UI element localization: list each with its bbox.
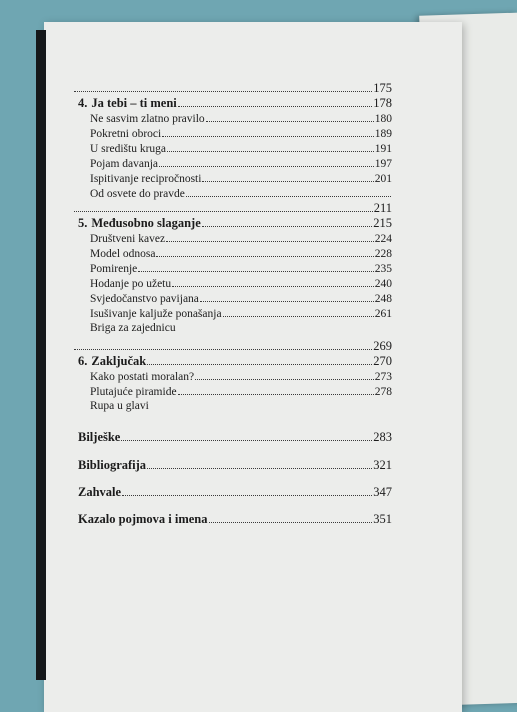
toc-back-matter-row: [78, 486, 392, 499]
dot-leader: [178, 385, 374, 395]
toc-page-number: 273: [374, 371, 392, 383]
toc-row-page-marker: [44, 340, 392, 353]
toc-page-number: 197: [374, 158, 392, 170]
back-matter-title: Zahvale: [78, 485, 122, 499]
dot-leader: [166, 232, 374, 242]
toc-page-number: 347: [373, 485, 392, 499]
toc-page-number: 201: [374, 173, 392, 185]
dot-leader: [159, 157, 374, 167]
toc-page-number: 248: [374, 293, 392, 305]
dot-leader: [200, 292, 374, 302]
back-matter-title: Kazalo pojmova i imena: [78, 512, 208, 526]
toc-page-number: 235: [374, 263, 392, 275]
dot-leader: [147, 355, 372, 365]
toc-section-row: [90, 232, 392, 246]
toc-page-number: 240: [374, 278, 392, 290]
toc-back-matter-row: [78, 513, 392, 526]
section-title: Kako postati moralan?: [90, 371, 195, 383]
toc-page-number: 175: [373, 81, 392, 95]
dot-leader: [178, 97, 372, 107]
chapter-number: 6.: [78, 354, 88, 368]
section-title: Pomirenje: [90, 263, 138, 275]
section-title: Društveni kavez: [90, 233, 166, 245]
book-spine-edge: [36, 30, 46, 680]
toc-page-number: 269: [373, 339, 392, 353]
toc-page-number: 228: [374, 248, 392, 260]
toc-back-matter-row: [78, 459, 392, 472]
section-title: Hodanje po užetu: [90, 278, 172, 290]
section-title: U središtu kruga: [90, 143, 167, 155]
dot-leader: [147, 459, 372, 469]
toc-section-row: [90, 400, 392, 413]
section-title: Pokretni obroci: [90, 128, 162, 140]
dot-leader: [122, 486, 372, 496]
section-title: Od osvete do pravde: [90, 188, 185, 200]
section-title: Svjedočanstvo pavijana: [90, 293, 199, 305]
dot-leader: [138, 262, 373, 272]
section-title: Plutajuće piramide: [90, 386, 177, 398]
toc-page-number: 270: [373, 354, 392, 368]
toc-chapter-heading: [78, 355, 392, 368]
toc-page-number: 211: [373, 201, 392, 215]
book-page: [44, 22, 462, 712]
toc-section-row: [90, 112, 392, 126]
toc-row-page-marker: [44, 82, 392, 95]
toc-section-row: [90, 157, 392, 171]
back-matter-title: Bilješke: [78, 430, 121, 444]
toc-section-row: [90, 262, 392, 276]
dot-leader: [195, 370, 374, 380]
toc-chapter-heading: [78, 217, 392, 230]
chapter-title: Ja tebi – ti meni: [91, 96, 177, 110]
section-title: Ispitivanje recipročnosti: [90, 173, 202, 185]
toc-section-row: [90, 385, 392, 399]
dot-leader: [223, 307, 374, 317]
section-title: Pojam davanja: [90, 158, 159, 170]
toc-section-row: [90, 127, 392, 141]
toc-section-row: [90, 247, 392, 261]
toc-page-number: 178: [373, 96, 392, 110]
toc-section-row: [90, 370, 392, 384]
dot-leader: [74, 340, 372, 350]
section-title: Rupa u glavi: [90, 400, 149, 412]
dot-leader: [74, 202, 373, 212]
dot-leader: [186, 187, 391, 197]
back-matter-title: Bibliografija: [78, 458, 147, 472]
toc-section-row: [90, 187, 392, 201]
section-title: Model odnosa: [90, 248, 156, 260]
toc-page-number: 261: [374, 308, 392, 320]
toc-section-row: [90, 142, 392, 156]
dot-leader: [209, 513, 373, 523]
dot-leader: [156, 247, 373, 257]
toc-section-row: [90, 172, 392, 186]
toc-page-number: 321: [373, 458, 392, 472]
toc-page-number: 224: [374, 233, 392, 245]
chapter-number: 4.: [78, 96, 88, 110]
toc-row-page-marker: [44, 202, 392, 215]
toc-chapter-heading: [78, 97, 392, 110]
dot-leader: [74, 82, 372, 92]
chapter-title: Zaključak: [91, 354, 147, 368]
dot-leader: [202, 172, 373, 182]
toc-page-number: 215: [373, 216, 392, 230]
toc-section-row: [90, 322, 392, 335]
toc-section-row: [90, 307, 392, 321]
section-title: Ne sasvim zlatno pravilo: [90, 113, 205, 125]
table-of-contents: [44, 22, 462, 712]
toc-page-number: 191: [374, 143, 392, 155]
toc-section-row: [90, 277, 392, 291]
dot-leader: [172, 277, 374, 287]
dot-leader: [206, 112, 374, 122]
toc-page-number: 283: [373, 430, 392, 444]
toc-page-number: 351: [373, 512, 392, 526]
chapter-title: Međusobno slaganje: [91, 216, 201, 230]
section-title: Isušivanje kaljuže ponašanja: [90, 308, 222, 320]
dot-leader: [202, 217, 372, 227]
toc-page-number: 180: [374, 113, 392, 125]
toc-page-number: 189: [374, 128, 392, 140]
section-title: Briga za zajednicu: [90, 322, 176, 334]
dot-leader: [167, 142, 374, 152]
toc-section-row: [90, 292, 392, 306]
chapter-number: 5.: [78, 216, 88, 230]
dot-leader: [162, 127, 374, 137]
toc-back-matter-row: [78, 431, 392, 444]
toc-page-number: 278: [374, 386, 392, 398]
dot-leader: [121, 431, 372, 441]
